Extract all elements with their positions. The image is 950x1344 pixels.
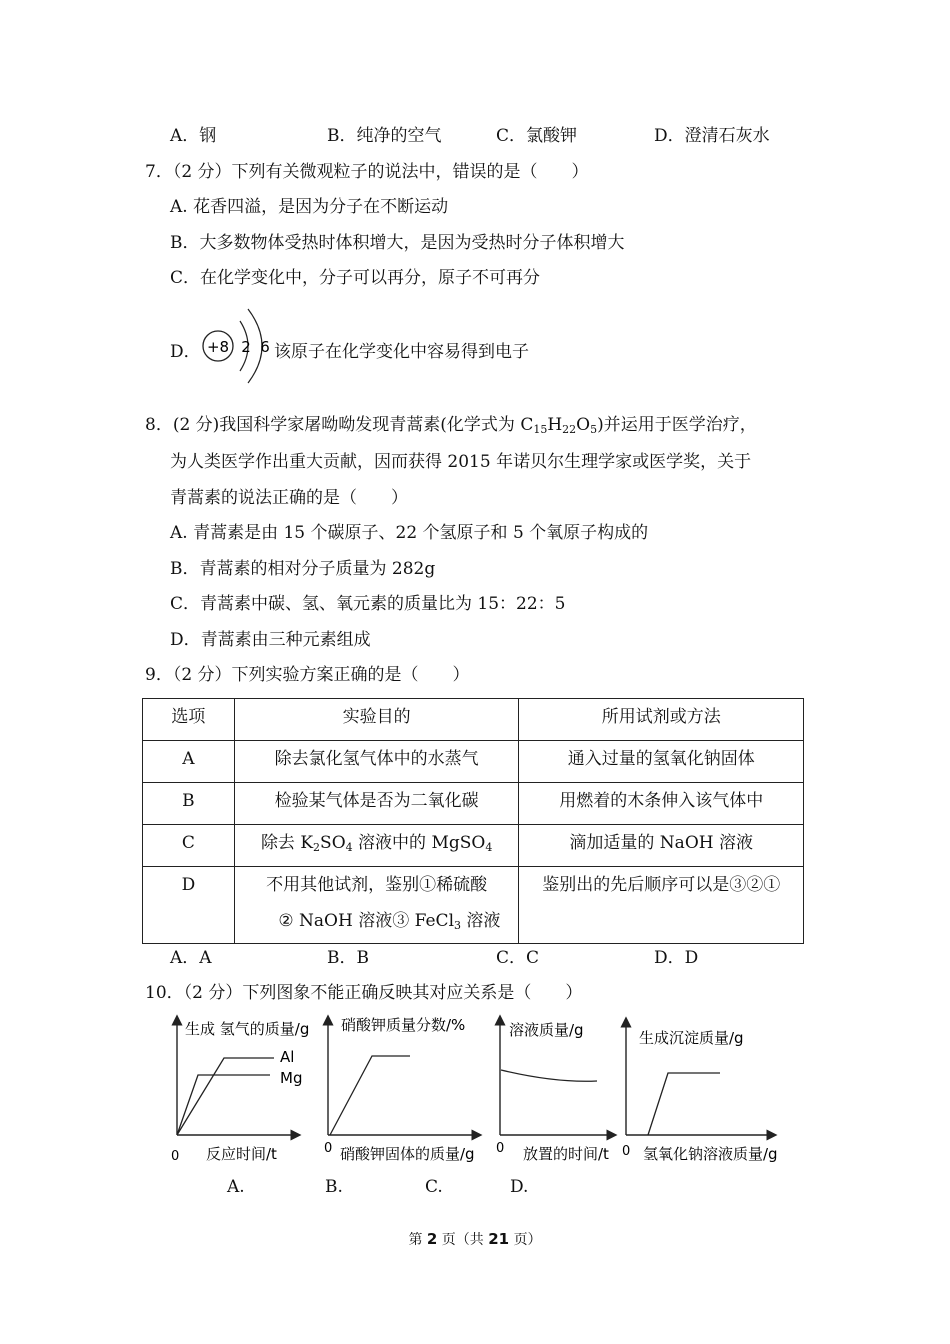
graph-c-xlabel: 放置的时间/t [523, 1145, 609, 1163]
row-method: 用燃着的木条伸入该气体中 [559, 791, 764, 811]
q8-option-b: B．青蒿素的相对分子质量为 282g [170, 559, 436, 579]
formula-o: O [576, 415, 591, 435]
q8-stem-line3: 青蒿素的说法正确的是（ ） [170, 488, 408, 508]
purpose-line1: 不用其他试剂，鉴别①稀硫酸 [266, 875, 488, 895]
graph-c-ylabel: 溶液质量/g [509, 1021, 584, 1039]
table-row [143, 783, 804, 825]
row-method: 通入过量的氢氧化钠固体 [567, 749, 755, 769]
footer-text: 页） [513, 1232, 542, 1248]
formula-sub-h: 22 [562, 423, 577, 436]
row-purpose: 除去氯化氢气体中的水蒸气 [274, 749, 479, 769]
q8-option-a: A. 青蒿素是由 15 个碳原子、22 个氢原子和 5 个氧原子构成的 [170, 523, 649, 543]
row-option: A [182, 749, 195, 769]
q8-stem-post: )并运用于医学治疗， [597, 415, 757, 435]
row-purpose [235, 825, 519, 855]
graph-c [496, 1020, 612, 1163]
q6-option-c: C．氯酸钾 [496, 126, 578, 146]
purpose-text: 除去 K [260, 833, 314, 853]
graph-d-ylabel: 生成沉淀质量/g [639, 1029, 744, 1047]
graph-b-line [330, 1056, 410, 1135]
graph-a-mg-label: Mg [280, 1069, 303, 1087]
footer-text: 第 [408, 1232, 423, 1248]
page-footer [0, 1229, 950, 1249]
table-cell [143, 867, 235, 944]
graph-c-origin: 0 [496, 1141, 505, 1156]
q9-option-d: D．D [654, 948, 699, 968]
graph-a-al-label: Al [280, 1048, 295, 1066]
q10-graphs [160, 1010, 810, 1170]
table-cell [143, 825, 235, 867]
q8-option-d: D．青蒿素由三种元素组成 [170, 630, 371, 650]
table-row [143, 825, 804, 867]
purpose-sub: 2 [313, 841, 321, 854]
table-row [143, 867, 804, 944]
table-header-row [143, 699, 804, 741]
q6-option-b: B．纯净的空气 [327, 126, 442, 146]
q7-option-d-text: 该原子在化学变化中容易得到电子 [274, 342, 529, 362]
q7-option-c: C．在化学变化中，分子可以再分，原子不可再分 [170, 268, 541, 288]
q8-stem-line2: 为人类医学作出重大贡献，因而获得 2015 年诺贝尔生理学家或医学奖，关于 [170, 452, 752, 472]
table-cell [234, 741, 519, 783]
purpose-text: 溶液 [461, 911, 501, 931]
q10-option-d: D. [510, 1177, 529, 1197]
q10-option-b: B. [325, 1177, 343, 1197]
formula-sub-c: 15 [533, 423, 548, 436]
q10-option-c: C. [425, 1177, 443, 1197]
graph-a-origin: 0 [171, 1149, 180, 1164]
graph-a [171, 1020, 309, 1164]
purpose-sub: 4 [485, 841, 493, 854]
row-method: 鉴别出的先后顺序可以是③②① [542, 875, 781, 895]
q8-stem-pre: 8．(2 分)我国科学家屠呦呦发现青蒿素(化学式为 C [145, 415, 534, 435]
q7-option-a: A. 花香四溢，是因为分子在不断运动 [170, 197, 449, 217]
purpose-text: ② NaOH 溶液③ FeCl [278, 911, 455, 931]
table-cell [519, 867, 804, 944]
shell-1-electrons: 2 [241, 338, 251, 356]
q9-option-c: C．C [496, 948, 540, 968]
q7-option-d-label: D． [170, 342, 201, 362]
header-purpose: 实验目的 [342, 707, 411, 727]
table-cell [143, 741, 235, 783]
footer-page-number: 2 [426, 1230, 438, 1248]
atom-structure-diagram [198, 303, 278, 387]
graph-d-line [648, 1073, 720, 1135]
q8-option-c: C．青蒿素中碳、氢、氧元素的质量比为 15：22：5 [170, 594, 566, 614]
graph-d-xlabel: 氢氧化钠溶液质量/g [643, 1145, 778, 1163]
q10-stem: 10．（2 分）下列图象不能正确反映其对应关系是（ ） [145, 983, 583, 1003]
table-header-cell [143, 699, 235, 741]
row-purpose [235, 867, 519, 939]
table-cell [519, 825, 804, 867]
table-cell [143, 783, 235, 825]
purpose-line2 [235, 903, 519, 939]
table-row [143, 741, 804, 783]
table-header-cell [519, 699, 804, 741]
purpose-text: SO [320, 833, 346, 853]
q7-stem: 7．（2 分）下列有关微观粒子的说法中，错误的是（ ） [145, 162, 589, 182]
graph-d-origin: 0 [622, 1144, 631, 1159]
q8-stem-line1 [145, 413, 757, 437]
purpose-text: 溶液中的 MgSO [352, 833, 486, 853]
header-method: 所用试剂或方法 [601, 707, 721, 727]
q6-option-d: D．澄清石灰水 [654, 126, 770, 146]
footer-total-pages: 21 [488, 1230, 510, 1248]
graph-b [324, 1016, 477, 1163]
graph-d [622, 1022, 778, 1163]
graph-a-ylabel: 生成 氢气的质量/g [185, 1020, 310, 1038]
q6-option-a: A．钢 [170, 126, 217, 146]
formula-sub-o: 5 [590, 423, 598, 436]
q9-option-b: B．B [327, 948, 369, 968]
formula-h: H [547, 415, 563, 435]
row-purpose: 检验某气体是否为二氧化碳 [274, 791, 479, 811]
nucleus-charge: +8 [206, 338, 230, 356]
purpose-sub: 4 [345, 841, 353, 854]
graph-a-al-line [177, 1058, 274, 1135]
table-cell [234, 867, 519, 944]
q9-stem: 9．（2 分）下列实验方案正确的是（ ） [145, 665, 470, 685]
row-method: 滴加适量的 NaOH 溶液 [569, 833, 753, 853]
table-cell [234, 783, 519, 825]
row-option: C [181, 833, 195, 853]
q7-option-b: B．大多数物体受热时体积增大，是因为受热时分子体积增大 [170, 233, 625, 253]
graph-a-mg-line [177, 1075, 270, 1135]
graph-b-origin: 0 [324, 1141, 333, 1156]
q9-experiment-table [142, 698, 804, 944]
footer-text: 页（共 [441, 1232, 484, 1248]
table-cell [519, 741, 804, 783]
shell-2-electrons: 6 [260, 338, 270, 356]
q10-option-a: A. [227, 1177, 245, 1197]
row-option: D [181, 875, 196, 895]
header-option: 选项 [171, 707, 206, 727]
row-option: B [182, 791, 195, 811]
graph-a-xlabel: 反应时间/t [206, 1145, 277, 1163]
graph-b-xlabel: 硝酸钾固体的质量/g [340, 1145, 475, 1163]
table-cell [519, 783, 804, 825]
graph-b-ylabel: 硝酸钾质量分数/% [341, 1016, 466, 1034]
q9-option-a: A．A [170, 948, 212, 968]
table-cell [234, 825, 519, 867]
table-header-cell [234, 699, 519, 741]
purpose-sub: 3 [454, 919, 462, 932]
graph-c-curve [501, 1070, 597, 1081]
